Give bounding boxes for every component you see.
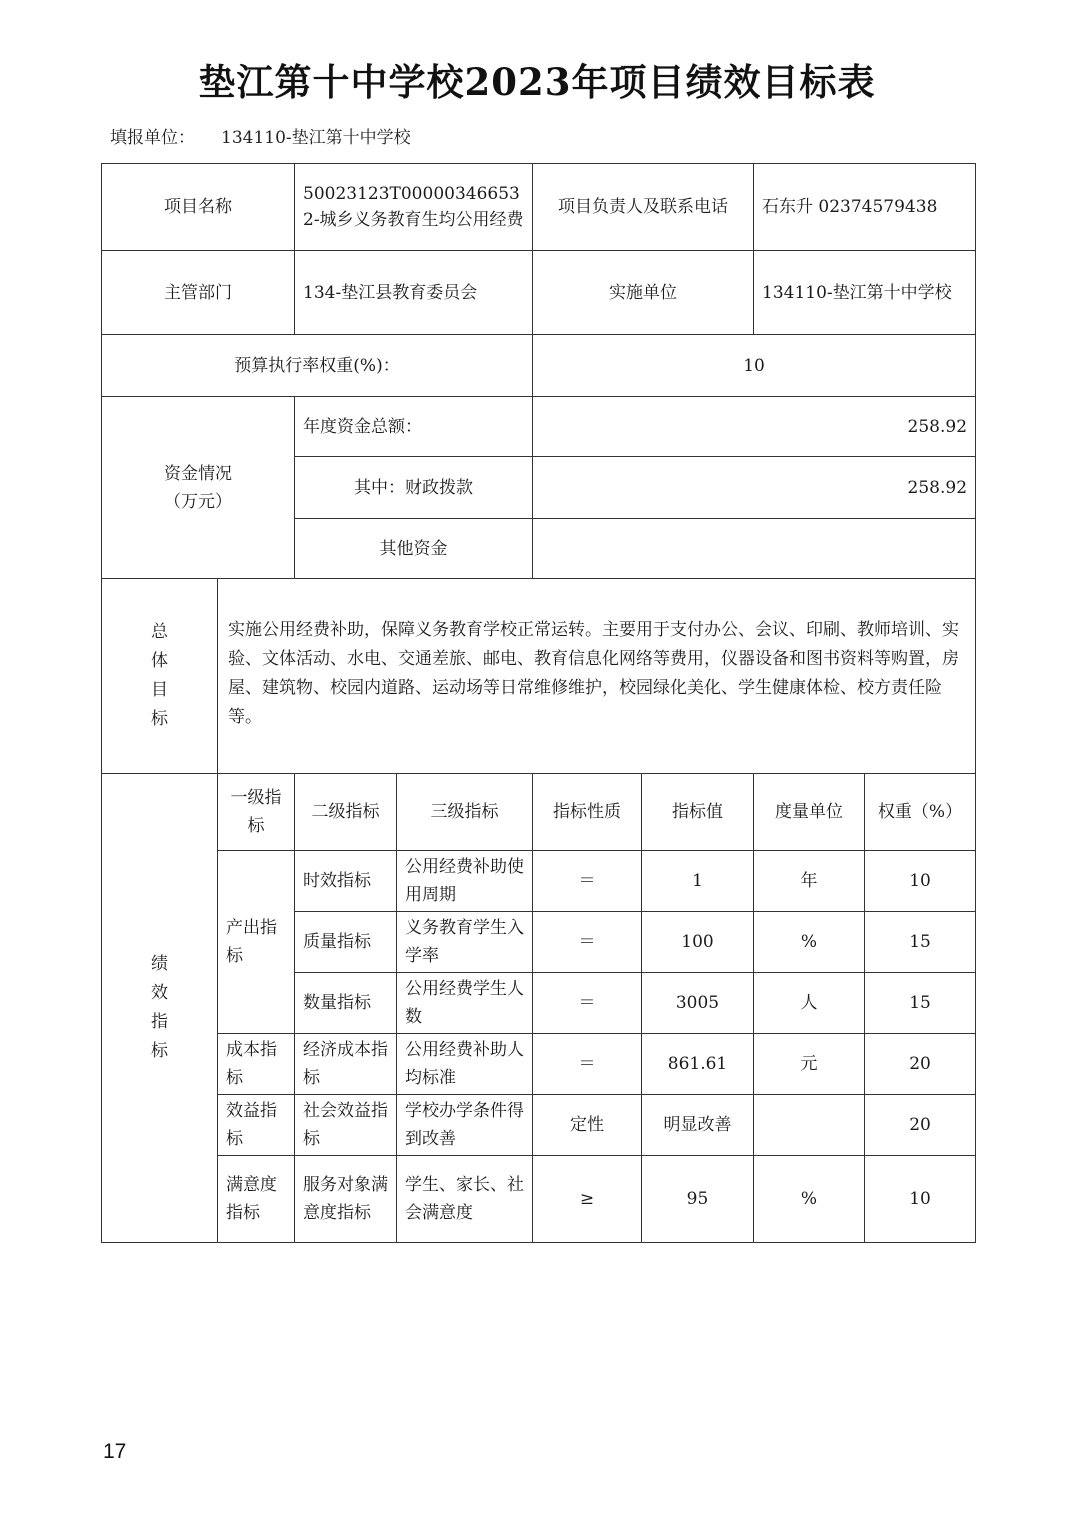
funds-fiscal-value: 258.92 bbox=[533, 457, 976, 519]
funds-fiscal-label: 其中：财政拨款 bbox=[295, 457, 533, 519]
project-name-label: 项目名称 bbox=[102, 164, 295, 251]
unit-cell: % bbox=[754, 912, 865, 973]
table-row bbox=[102, 1095, 976, 1156]
objective-label-char: 体 bbox=[151, 651, 168, 671]
objective-row bbox=[102, 579, 976, 774]
nature-cell: ＝ bbox=[533, 973, 642, 1034]
value-cell: 明显改善 bbox=[642, 1095, 754, 1156]
unit-cell: 元 bbox=[754, 1034, 865, 1095]
weight-cell: 10 bbox=[865, 851, 976, 912]
reporting-unit bbox=[110, 123, 411, 148]
level3-cell: 义务教育学生入学率 bbox=[397, 912, 533, 973]
value-cell: 861.61 bbox=[642, 1034, 754, 1095]
level3-cell: 公用经费补助人均标准 bbox=[397, 1034, 533, 1095]
table-row bbox=[102, 1034, 976, 1095]
value-cell: 95 bbox=[642, 1156, 754, 1243]
value-cell: 3005 bbox=[642, 973, 754, 1034]
objective-label-char: 总 bbox=[151, 622, 168, 642]
level3-cell: 学生、家长、社会满意度 bbox=[397, 1156, 533, 1243]
level2-cell: 经济成本指标 bbox=[295, 1034, 397, 1095]
nature-cell: 定性 bbox=[533, 1095, 642, 1156]
budget-row bbox=[102, 335, 976, 397]
funds-label bbox=[102, 397, 295, 579]
performance-label-char: 效 bbox=[151, 983, 168, 1003]
header-level1: 一级指标 bbox=[218, 774, 295, 851]
dept-value: 134-垫江县教育委员会 bbox=[295, 251, 533, 335]
level2-cell: 社会效益指标 bbox=[295, 1095, 397, 1156]
level3-cell: 学校办学条件得到改善 bbox=[397, 1095, 533, 1156]
impl-unit-label: 实施单位 bbox=[533, 251, 754, 335]
nature-cell: ＝ bbox=[533, 1034, 642, 1095]
funds-total-value: 258.92 bbox=[533, 397, 976, 457]
project-row bbox=[102, 164, 976, 251]
performance-target-table bbox=[101, 163, 976, 1243]
funds-label-line1: 资金情况 bbox=[164, 463, 232, 484]
header-level2: 二级指标 bbox=[295, 774, 397, 851]
weight-cell: 15 bbox=[865, 912, 976, 973]
unit-cell bbox=[754, 1095, 865, 1156]
weight-cell: 10 bbox=[865, 1156, 976, 1243]
nature-cell: ≥ bbox=[533, 1156, 642, 1243]
table-row bbox=[102, 851, 976, 912]
funds-row-total bbox=[102, 397, 976, 457]
performance-label-char: 指 bbox=[151, 1012, 168, 1032]
header-level3: 三级指标 bbox=[397, 774, 533, 851]
funds-total-label: 年度资金总额： bbox=[295, 397, 533, 457]
budget-rate-label: 预算执行率权重(%)： bbox=[102, 335, 533, 397]
impl-unit-value: 134110-垫江第十中学校 bbox=[754, 251, 976, 335]
funds-other-label: 其他资金 bbox=[295, 519, 533, 579]
performance-label-char: 标 bbox=[151, 1041, 168, 1061]
unit-cell: 年 bbox=[754, 851, 865, 912]
dept-row bbox=[102, 251, 976, 335]
budget-rate-value: 10 bbox=[533, 335, 976, 397]
nature-cell: ＝ bbox=[533, 851, 642, 912]
funds-label-line2: （万元） bbox=[164, 491, 232, 512]
level1-satisfaction: 满意度指标 bbox=[218, 1156, 295, 1243]
level2-cell: 质量指标 bbox=[295, 912, 397, 973]
objective-label-char: 目 bbox=[151, 680, 168, 700]
header-unit: 度量单位 bbox=[754, 774, 865, 851]
header-value: 指标值 bbox=[642, 774, 754, 851]
funds-other-value bbox=[533, 519, 976, 579]
level1-cost: 成本指标 bbox=[218, 1034, 295, 1095]
project-contact-label: 项目负责人及联系电话 bbox=[533, 164, 754, 251]
page-title: 垫江第十中学校2023年项目绩效目标表 bbox=[198, 60, 876, 104]
performance-label-char: 绩 bbox=[151, 954, 168, 974]
value-cell: 100 bbox=[642, 912, 754, 973]
dept-label: 主管部门 bbox=[102, 251, 295, 335]
level3-cell: 公用经费学生人数 bbox=[397, 973, 533, 1034]
objective-text: 实施公用经费补助，保障义务教育学校正常运转。主要用于支付办公、会议、印刷、教师培训、实验、文体活动、水电、交通差旅、邮电、教育信息化网络等费用，仪器设备和图书资料等购置，房屋、建筑物、校园内道路、运动场等日常维修维护，校园绿化美化、学生健康体检、校方责任险等。 bbox=[218, 579, 976, 774]
weight-cell: 20 bbox=[865, 1034, 976, 1095]
nature-cell: ＝ bbox=[533, 912, 642, 973]
reporting-unit-label: 填报单位： bbox=[110, 128, 195, 148]
performance-label bbox=[102, 774, 218, 1243]
level1-benefit: 效益指标 bbox=[218, 1095, 295, 1156]
project-contact-value: 石东升 02374579438 bbox=[754, 164, 976, 251]
objective-label-char: 标 bbox=[151, 709, 168, 729]
weight-cell: 15 bbox=[865, 973, 976, 1034]
reporting-unit-value: 134110-垫江第十中学校 bbox=[221, 128, 411, 148]
header-weight: 权重（%） bbox=[865, 774, 976, 851]
header-nature: 指标性质 bbox=[533, 774, 642, 851]
indicator-header-row bbox=[102, 774, 976, 851]
value-cell: 1 bbox=[642, 851, 754, 912]
unit-cell: % bbox=[754, 1156, 865, 1243]
level3-cell: 公用经费补助使用周期 bbox=[397, 851, 533, 912]
page-number: 17 bbox=[103, 1440, 127, 1463]
project-name-value: 50023123T000003466532-城乡义务教育生均公用经费 bbox=[295, 164, 533, 251]
level2-cell: 服务对象满意度指标 bbox=[295, 1156, 397, 1243]
level1-output: 产出指标 bbox=[218, 851, 295, 1034]
table-row bbox=[102, 1156, 976, 1243]
unit-cell: 人 bbox=[754, 973, 865, 1034]
level2-cell: 数量指标 bbox=[295, 973, 397, 1034]
level2-cell: 时效指标 bbox=[295, 851, 397, 912]
weight-cell: 20 bbox=[865, 1095, 976, 1156]
objective-label bbox=[102, 579, 218, 774]
